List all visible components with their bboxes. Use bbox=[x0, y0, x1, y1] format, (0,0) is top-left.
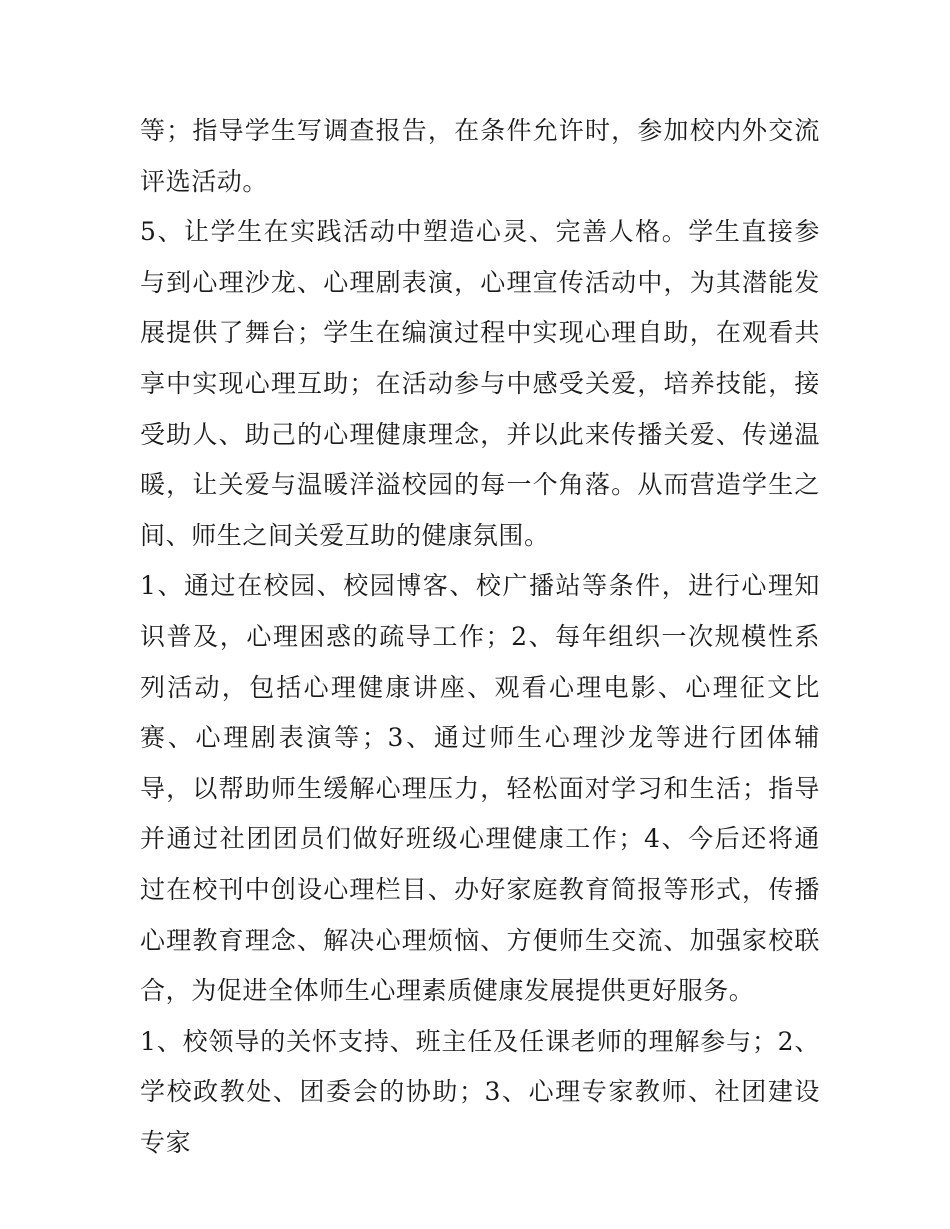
paragraph-continuation: 等；指导学生写调查报告，在条件允许时，参加校内外交流评选活动。 bbox=[140, 116, 820, 196]
paragraph-item-5: 5、让学生在实践活动中塑造心灵、完善人格。学生直接参与到心理沙龙、心理剧表演，心理宣传活动中，为其潜能发展提供了舞台；学生在编演过程中实现心理自助，在观看共享中实现心理互助；在活动参与中感受关爱，培养技能，接受助人、助己的心理健康理念，并以此来传播关爱、传递温暖，让关爱与温暖洋溢校园的每一个角落。从而营造学生之间、师生之间关爱互助的健康氛围。 bbox=[140, 217, 820, 550]
paragraph-support: 1、校领导的关怀支持、班主任及任课老师的理解参与；2、学校政教处、团委会的协助；3、心理专家教师、社团建设专家 bbox=[140, 1026, 820, 1157]
paragraph-methods: 1、通过在校园、校园博客、校广播站等条件，进行心理知识普及，心理困惑的疏导工作；2、每年组织一次规模性系列活动，包括心理健康讲座、观看心理电影、心理征文比赛、心理剧表演等；3、通过师生心理沙龙等进行团体辅导，以帮助师生缓解心理压力，轻松面对学习和生活；指导并通过社团团员们做好班级心理健康工作；4、今后还将通过在校刊中创设心理栏目、办好家庭教育简报等形式，传播心理教育理念、解决心理烦恼、方便师生交流、加强家校联合，为促进全体师生心理素质健康发展提供更好服务。 bbox=[140, 571, 820, 1006]
document-body bbox=[140, 106, 820, 1168]
